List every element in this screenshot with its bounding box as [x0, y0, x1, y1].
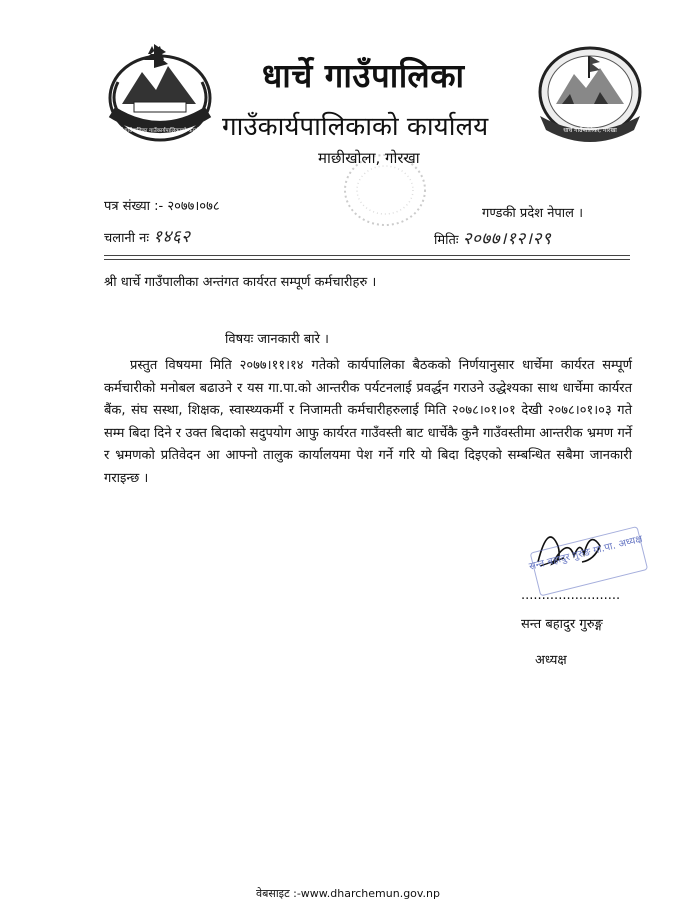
- letter-body-text: प्रस्तुत विषयमा मिति २०७७।११।१४ गतेको कार्यपालिका बैठकको निर्णयानुसार धार्चेमा कार्यरत सम्पूर्ण कर्मचारीको मनोबल बढाउने र यस गा.पा.को आन्तरीक पर्यटनलाई प्रवर्द्धन गराउने उद्धेश्यका साथ धार्चेमा कार्यरत बैंक, संघ सस्था, शिक्षक, स्वास्थ्यकर्मी र निजामती कर्मचारीहरुलाई मिति २०७८।०१।०१ देखी २०७८।०१।०३ गते सम्म बिदा दिने र उक्त बिदाको सदुपयोग आफु कार्यरत गाउँवस्ती बाट धार्चेकै कुनै गाउँवस्तीमा आन्तरीक भ्रमण गर्ने र भ्रमणको प्रतिवेदन आ आफ्नो तालुक कार्यालयमा पेश गर्ने गरि यो बिदा दिइएको सम्बन्धित सबैमा जानकारी गराइन्छ ।: [104, 358, 632, 486]
- municipality-title: धार्चे गाउँपालिका: [262, 56, 465, 95]
- subject-line: विषयः जानकारी बारे ।: [225, 332, 329, 347]
- signature-and-stamp: [524, 516, 654, 596]
- dispatch-number: [104, 224, 191, 247]
- letter-number-value: २०७७।०७८: [167, 199, 220, 214]
- signature-stamp-text: सन्त बहादुर गुरुङ गा.पा. अध्यक्ष: [528, 533, 644, 573]
- header-divider-bottom: [104, 259, 630, 260]
- letter-number: [104, 196, 220, 214]
- footer-website: वेबसाइट :-www.dharchemun.gov.np: [256, 887, 441, 900]
- letter-date-label: मितिः: [434, 233, 459, 248]
- dispatch-number-label: चलानी नः: [104, 231, 149, 246]
- letter-body: [104, 355, 632, 491]
- signature-dots: ........................: [521, 588, 621, 603]
- office-address: माछीखोला, गोरखा: [318, 149, 420, 167]
- recipient-line: श्री धार्चे गाउँपालीका अन्तंगत कार्यरत सम्पूर्ण कर्मचारीहरु ।: [104, 275, 377, 290]
- office-subtitle: गाउँकार्यपालिकाको कार्यालय: [222, 112, 489, 142]
- signatory-name: सन्त बहादुर गुरुङ्ग: [521, 617, 603, 632]
- letter-date-value: २०७७।१२।२९: [462, 229, 552, 249]
- right-municipality-logo: [534, 46, 646, 144]
- province-label: गण्डकी प्रदेश नेपाल ।: [482, 206, 584, 221]
- letter-date: [434, 226, 551, 249]
- right-seal-text: धार्चे गाउँपालिका, गोरखा: [563, 127, 617, 134]
- dispatch-number-value: १४६२: [153, 227, 191, 247]
- left-seal-text: धार्चे गाउँपालिका गाउँकार्यपालिकाको कार्यालय: [114, 128, 206, 134]
- left-emblem-logo: [104, 42, 216, 144]
- header-divider-top: [104, 255, 630, 256]
- signatory-designation: अध्यक्ष: [535, 653, 567, 668]
- letter-number-label: पत्र संख्या :-: [104, 199, 164, 214]
